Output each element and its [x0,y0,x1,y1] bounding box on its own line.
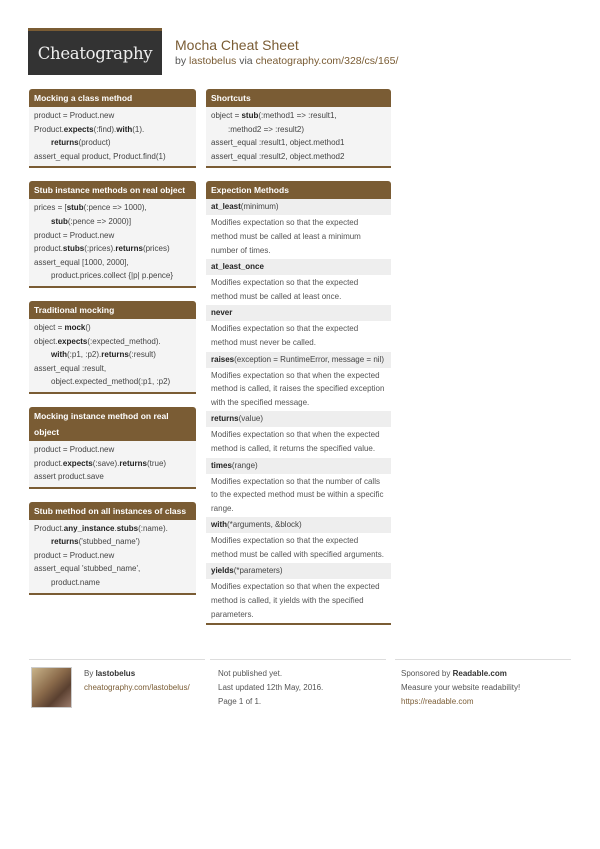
page-number: Page 1 of 1. [218,697,262,706]
footer-by-label: By [84,669,94,678]
code-line [29,535,196,549]
code-keyword: stub [66,203,84,213]
method-name: at_least_once [211,262,264,272]
method-description: Modifies expectation so that when the expected method is called, it returns the specified value. [206,427,391,457]
cheatography-logo[interactable]: Cheatography [28,28,162,75]
code-keyword: expects [62,458,93,468]
code-line [29,348,196,362]
section-header: Shortcuts [206,89,391,107]
code-text: product. [34,244,63,254]
code-line [29,443,196,457]
code-text: (:method1 => :result1, [258,111,337,120]
section-header: Stub method on all instances of class [29,502,196,520]
code-keyword: stub [51,216,68,226]
code-text: product.prices.collect {|p| p.pence} [51,271,174,281]
method-signature [206,458,391,474]
section [29,89,196,168]
section-body [29,319,196,392]
via-label: via [239,55,253,67]
footer-status [210,659,386,709]
code-keyword: stubs [116,523,139,533]
code-line [29,150,196,164]
section [29,301,196,394]
sheet-url-link[interactable]: cheatography.com/328/cs/165/ [255,55,399,67]
method-args: (exception = RuntimeError, message = nil) [234,354,384,364]
method-signature [206,305,391,321]
code-line [29,549,196,563]
method-args: (range) [231,460,258,470]
code-text: (:find). [93,124,117,134]
publish-status: Not published yet. [218,669,283,678]
code-text: (:name). [138,523,168,533]
code-line [29,321,196,335]
code-keyword: expects [63,124,94,134]
method-signature [206,199,391,215]
code-line [29,109,196,123]
code-line [29,375,196,389]
code-text: (:result) [128,350,156,360]
method-args: (value) [238,414,264,424]
section-header: Expection Methods [206,181,391,199]
code-keyword: stubs [62,244,85,254]
code-line [206,123,391,137]
code-line [29,335,196,349]
method-description: Modifies expectation so that the number of calls to the expected method must be within a specific range. [206,474,391,518]
code-line [29,123,196,137]
code-text: . [114,523,117,533]
code-text: prices = [ [34,203,67,213]
footer-author-link[interactable]: cheatography.com/lastobelus/ [84,683,190,692]
code-keyword: with [51,350,67,360]
section [29,181,196,288]
code-line [29,215,196,229]
code-line [29,457,196,471]
method-name: never [211,308,233,318]
byline [175,55,398,67]
code-keyword: expects [57,336,88,346]
code-line [29,201,196,215]
method-name: yields [211,566,234,576]
section-header: Mocking a class method [29,89,196,107]
method-description: Modifies expectation so that the expected method must be called with specified arguments. [206,533,391,563]
footer-author-name: lastobelus [95,669,136,678]
code-line [206,150,391,164]
code-text: (1). [132,124,145,134]
footer-author [29,659,205,695]
method-name: times [211,460,232,470]
method-description: Modifies expectation so that when the expected method is called, it raises the specified exception with the specified message. [206,368,391,412]
code-text: Product. [34,523,64,533]
code-text: (product) [78,138,111,148]
code-keyword: any_instance [63,523,115,533]
code-text: (:expected_method). [87,336,161,346]
code-text: assert_equal :result2, object.method2 [211,151,345,161]
code-keyword: mock [64,322,86,332]
method-signature [206,352,391,368]
method-args: (*parameters) [233,566,283,576]
code-text: (true) [146,458,167,468]
code-text: () [85,322,91,332]
code-line [29,229,196,243]
sponsor-name: Readable.com [452,669,507,678]
method-args: (minimum) [240,202,279,212]
code-text: assert_equal :result1, object.method1 [211,138,345,148]
section-body [29,441,196,487]
code-text: :method2 => :result2) [228,124,305,134]
code-text: product = Product.new [34,444,115,454]
section [206,89,391,168]
left-column [29,89,196,608]
code-text: (:pence => 2000)] [67,216,132,226]
code-line [29,242,196,256]
sponsored-label: Sponsored by [401,669,451,678]
author-link[interactable]: lastobelus [189,55,237,67]
sponsor-tagline: Measure your website readability! [401,683,521,692]
method-description: Modifies expectation so that the expected method must be called at least a minimum number of times. [206,215,391,259]
footer-sponsor [395,659,571,709]
code-keyword: returns [115,244,143,254]
code-text: (prices) [142,244,170,254]
code-line [206,109,391,123]
section-body [29,520,196,593]
code-line [29,136,196,150]
code-text: assert_equal 'stubbed_name', [34,564,141,574]
method-name: raises [211,354,235,364]
code-text: (:p1, :p2). [67,350,102,360]
method-signature [206,517,391,533]
method-signature [206,411,391,427]
code-line [29,470,196,484]
code-text: object. [34,336,58,346]
method-description: Modifies expectation so that the expected method must be called at least once. [206,275,391,305]
code-text: assert_equal [1000, 2000], [34,257,129,267]
code-text: product. [34,458,63,468]
code-text: (:pence => 1000), [83,203,147,213]
code-text: assert_equal product, Product.find(1) [34,151,166,161]
method-args: (*arguments, &block) [227,520,302,530]
section-header: Stub instance methods on real object [29,181,196,199]
code-keyword: returns [51,537,79,547]
code-line [29,562,196,576]
method-name: at_least [211,202,241,212]
last-updated: Last updated 12th May, 2016. [218,683,324,692]
code-text: product = Product.new [34,230,115,240]
code-text: product.name [51,578,100,588]
method-description: Modifies expectation so that the expected method must never be called. [206,321,391,351]
code-keyword: returns [119,458,147,468]
section-body [29,107,196,166]
code-text: Product. [34,124,64,134]
section-header: Mocking instance method on real object [29,407,196,441]
section [29,407,196,489]
code-text: ('stubbed_name') [78,537,140,547]
section-body [29,199,196,286]
code-text: product = Product.new [34,550,115,560]
code-line [29,576,196,590]
code-text: object = [34,322,65,332]
section [29,502,196,595]
page-title: Mocha Cheat Sheet [175,37,299,53]
code-text: object.expected_method(:p1, :p2) [51,377,171,387]
code-line [29,522,196,536]
by-label: by [175,55,187,67]
section-header: Traditional mocking [29,301,196,319]
method-name: with [211,520,227,530]
section [206,181,391,625]
code-line [29,362,196,376]
code-keyword: returns [51,138,79,148]
method-signature [206,563,391,579]
code-keyword: returns [101,350,129,360]
method-signature [206,259,391,275]
code-keyword: with [116,124,133,134]
method-description: Modifies expectation so that when the expected method is called, it yields with the specified parameters. [206,579,391,623]
method-name: returns [211,414,239,424]
code-text: assert_equal :result, [34,363,107,373]
code-text: product = Product.new [34,111,115,120]
sponsor-link[interactable]: https://readable.com [401,697,474,706]
code-text: (:save). [92,458,120,468]
code-text: assert product.save [34,472,104,482]
code-text: (:prices). [84,244,116,254]
right-column [206,89,391,638]
code-line [206,136,391,150]
author-avatar [31,667,72,708]
code-keyword: stub [241,111,259,120]
code-line [29,269,196,283]
section-body [206,107,391,166]
code-text: object = [211,111,242,120]
code-line [29,256,196,270]
